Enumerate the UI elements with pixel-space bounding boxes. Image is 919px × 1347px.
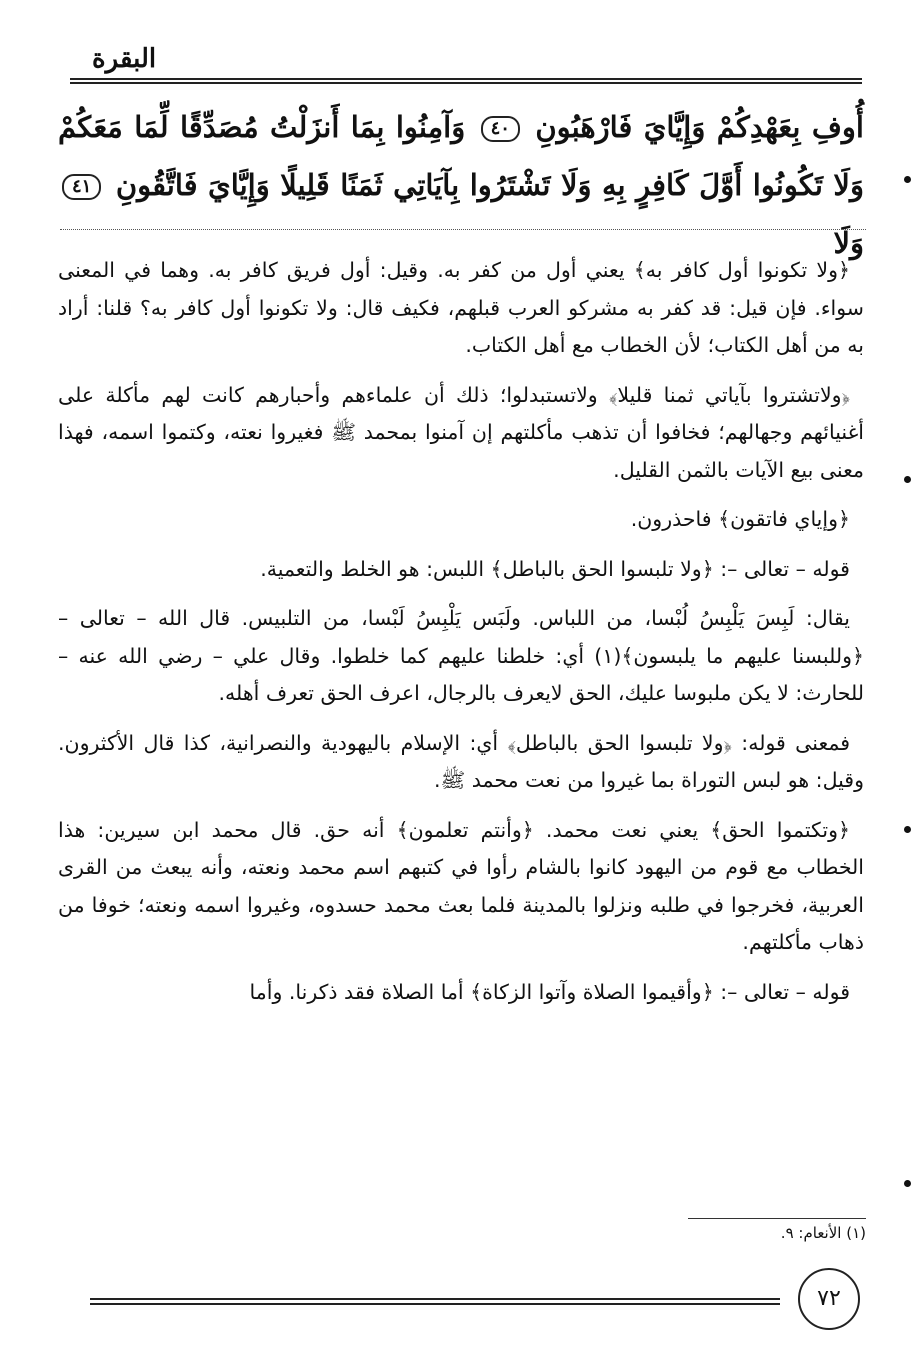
verse-text: وَلَا <box>833 226 864 260</box>
header-rule <box>70 78 862 84</box>
paragraph: ﴿وتكتموا الحق﴾ يعني نعت محمد. ﴿وأنتم تعلمون﴾ أنه حق. قال محمد ابن سيرين: هذا الخطاب مع قوم من اليهود كانوا بالشام رأوا في كتبهم اسم محمد ونعته، وأنه يبعث من القرى العربية، فخرجوا في طلبه ونزلوا بالمدينة فلما بعث محمد حسدوه، وغيروا اسمه ونعته؛ خوفا من ذهاب مأكلتهم. <box>58 817 864 954</box>
paragraph: ﴿وإياي فاتقون﴾ فاحذرون. <box>630 507 850 531</box>
footer-rule <box>90 1298 780 1305</box>
surah-title: البقرة <box>92 44 157 74</box>
footnote: (١) الأنعام: ٩. <box>780 1224 866 1242</box>
verse-text: وَآمِنُوا بِمَا أَنزَلْتُ مُصَدِّقًا لِّمَا مَعَكُمْ وَلَا تَكُونُوا أَوَّلَ كَافِرٍ بِهِ وَلَا تَشْتَرُوا بِآيَاتِي ثَمَنًا قَلِيلًا وَإِيَّايَ فَاتَّقُونِ <box>58 110 864 202</box>
quran-verse-block <box>58 98 864 272</box>
paragraph: قوله – تعالى –: ﴿وأقيموا الصلاة وآتوا الزكاة﴾ أما الصلاة فقد ذكرنا. وأما <box>249 979 850 1004</box>
paragraph: ﴿ولاتشتروا بآياتي ثمنا قليلا﴾ ولاتستبدلوا؛ ذلك أن علماءهم وأحبارهم كانت لهم مأكلة على أغنيائهم وجهالهم؛ فخافوا أن تذهب مأكلتهم إن آمنوا بمحمد ﷺ فغيروا نعته، وكتموا اسمه، فهذا معنى بيع الآيات بالثمن القليل. <box>58 382 864 482</box>
paragraph: قوله – تعالى –: ﴿ولا تلبسوا الحق بالباطل﴾ اللبس: هو الخلط والتعمية. <box>260 556 850 581</box>
margin-mark <box>904 1180 911 1187</box>
verse-separator <box>60 229 866 230</box>
margin-mark <box>904 476 911 483</box>
margin-mark <box>904 176 911 183</box>
paragraph: فمعنى قوله: ﴿ولا تلبسوا الحق بالباطل﴾ أي: الإسلام باليهودية والنصرانية، كذا قال الأكثرون. وقيل: هو لبس التوراة بما غيروا من نعت محمد ﷺ. <box>58 730 864 792</box>
ayah-number-41: ٤١ <box>62 174 101 200</box>
commentary-body <box>58 252 864 1011</box>
margin-mark <box>904 826 911 833</box>
ayah-number-40: ٤٠ <box>481 116 520 142</box>
paragraph: ﴿ولا تكونوا أول كافر به﴾ يعني أول من كفر به. وقيل: أول فريق كافر به. وهما في المعنى سواء. فإن قيل: قد كفر به مشركو العرب قبلهم، فكيف قال: ولا تكونوا أول كافر به؟ قلنا: أراد به من أهل الكتاب؛ لأن الخطاب مع أهل الكتاب. <box>58 258 864 357</box>
paragraph: يقال: لَبِسَ يَلْبِسُ لُبْسا، من اللباس. ولَبَس يَلْبِسُ لَبْسا، من التلبيس. قال الله – تعالى – ﴿وللبسنا عليهم ما يلبسون﴾(١) أي: خلطنا عليهم كما خلطوا. وقال علي – رضي الله عنه – للحارث: لا يكن ملبوسا عليك، الحق لايعرف بالرجال، اعرف الحق تعرف أهله. <box>58 606 865 705</box>
footnote-rule <box>688 1218 866 1219</box>
verse-text: أُوفِ بِعَهْدِكُمْ وَإِيَّايَ فَارْهَبُونِ <box>535 110 864 144</box>
page-number: ٧٢ <box>798 1268 860 1330</box>
